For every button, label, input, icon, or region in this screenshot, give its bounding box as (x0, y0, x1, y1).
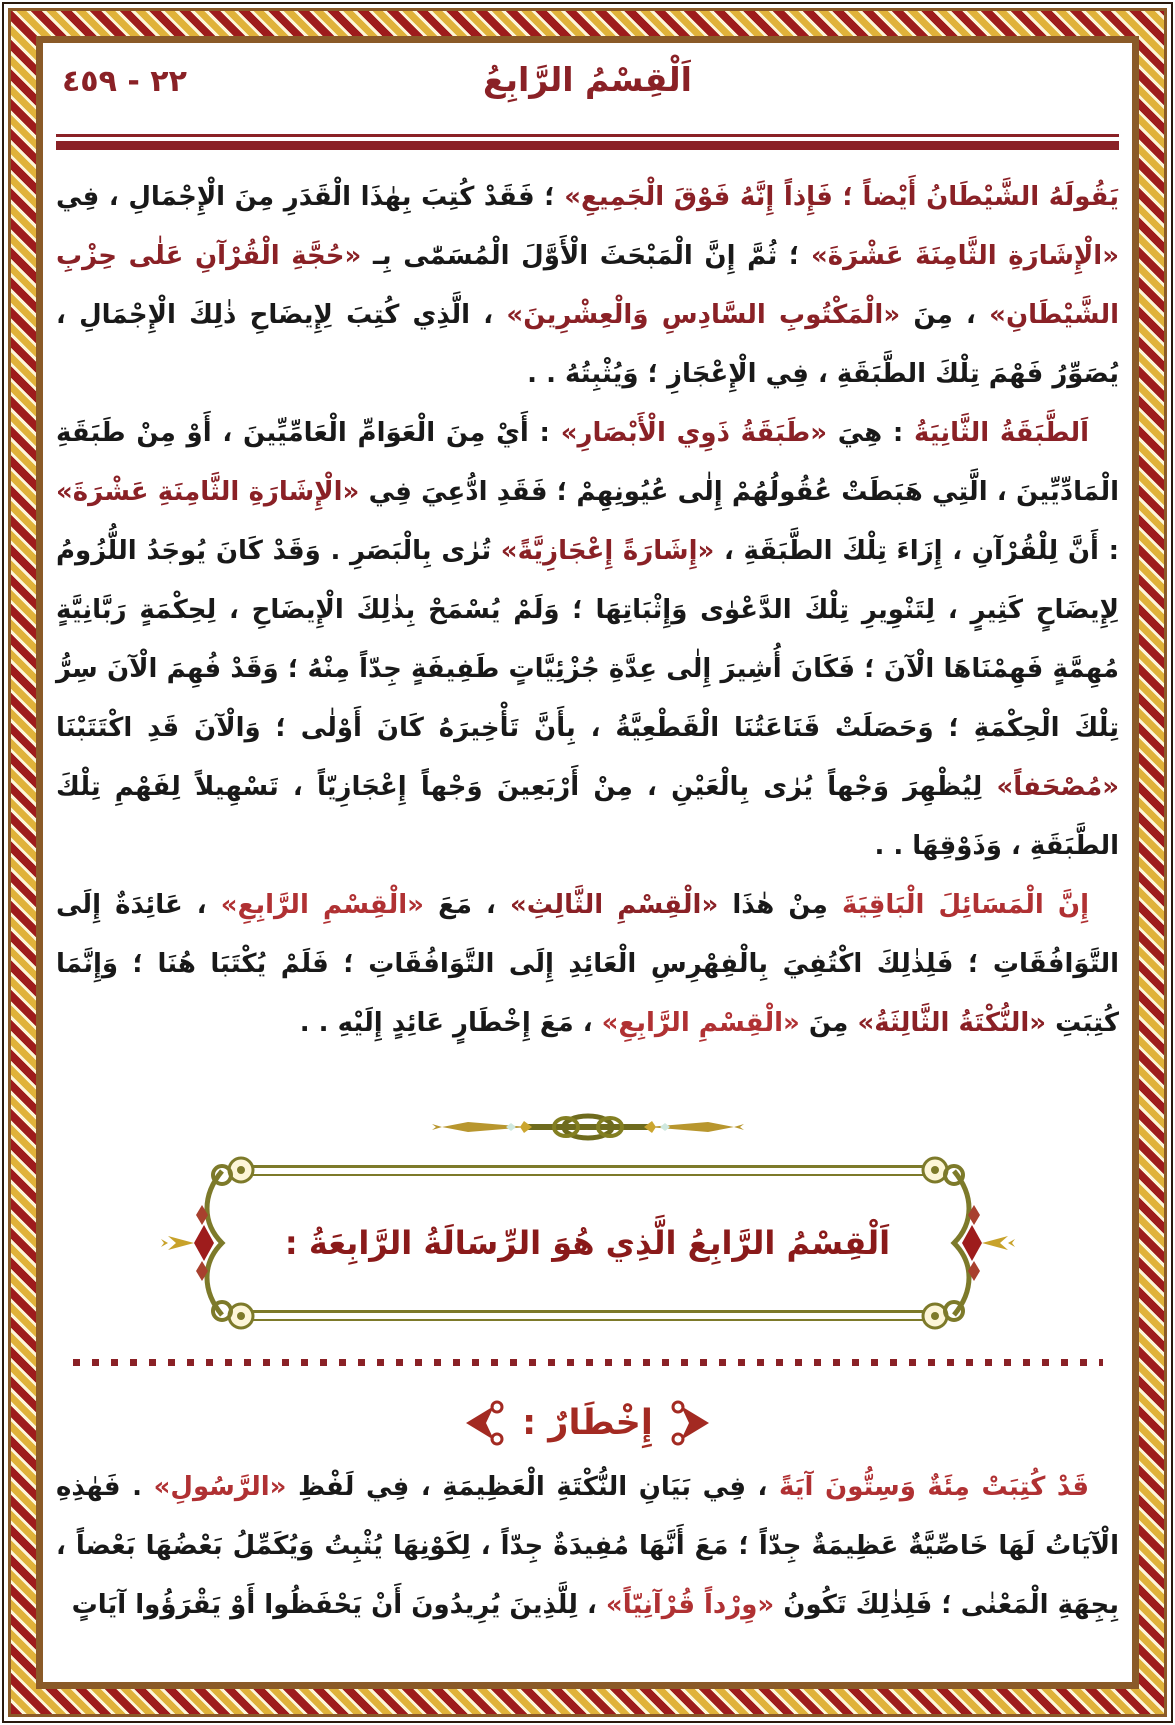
text-run-red: «الْقِسْمِ الرَّابِعِ» (601, 1008, 800, 1038)
text-run-maroon: اَلطَّبَقَةُ الثَّانِيَةُ (913, 418, 1089, 448)
text-run-maroon: «طَبَقَةُ ذَوِي الْأَبْصَارِ» (560, 418, 828, 448)
header-rule-thick (56, 141, 1119, 150)
page-content (56, 50, 1119, 1675)
page-number: ٢٢ - ٤٥٩ (62, 64, 187, 99)
text-run-maroon: «الْإِشَارَةِ الثَّامِنَةِ عَشْرَةَ» (56, 477, 360, 507)
text-run-maroon: «الْمَكْتُوبِ السَّادِسِ وَالْعِشْرِينَ» (506, 300, 901, 330)
text-run-black: ؛ ثُمَّ إِنَّ الْمَبْحَثَ الْأَوَّلَ الْمُسَمّٰى بِـ (361, 241, 811, 271)
header-rule-thin (56, 134, 1119, 137)
text-run-maroon: «الْإِشَارَةِ الثَّامِنَةَ عَشْرَةَ» (810, 241, 1119, 271)
text-run-black: : أَنَّ لِلْقُرْآنِ ، إِزَاءَ تِلْكَ الطَّبَقَةِ ، (714, 536, 1119, 566)
text-run-red: «الرَّسُولِ» (153, 1472, 287, 1502)
text-run-black: ، لِلَّذِينَ يُرِيدُونَ أَنْ يَحْفَظُوا أَوْ يَقْرَؤُوا آيَاتٍ (71, 1590, 606, 1620)
text-run-red: إِنَّ الْمَسَائِلَ الْبَاقِيَةَ (841, 890, 1089, 920)
text-run-black: ، فِي بَيَانِ النُّكْتَةِ الْعَظِيمَةِ ، فِي لَفْظِ (286, 1472, 779, 1502)
text-run-black: ، الَّذِي كُتِبَ لِإِيضَاحِ ذٰلِكَ الْإِجْمَالِ ، يُصَوِّرُ فَهْمَ تِلْكَ الطَّبَقَةِ ، فِي الْإِعْجَازِ ؛ وَيُثْبِتُهُ . . (56, 300, 1119, 389)
page-title: اَلْقِسْمُ الرَّابِعُ (483, 60, 692, 99)
text-run-black: ، مَعَ (423, 890, 510, 920)
text-run-maroon: «النُّكْتَةُ الثَّالِثَةُ» (857, 1008, 1047, 1038)
page-header (56, 50, 1119, 122)
text-run-maroon: يَقُولَهُ الشَّيْطَانُ أَيْضاً ؛ فَإِذاً إِنَّهُ فَوْقَ الْجَمِيعِ» (564, 182, 1119, 212)
body-text (56, 168, 1119, 1053)
text-run-black: تُرٰى بِالْبَصَرِ . وَقَدْ كَانَ يُوجَدُ اللُّزُومُ لِإِيضَاحٍ كَثِيرٍ ، لِتَنْوِيرِ تِلْكَ الدَّعْوٰى وَإِثْبَاتِهَا ؛ وَلَمْ يُسْمَحْ بِذٰلِكَ الْإِيضَاحِ ، لِحِكْمَةٍ رَبَّانِيَّةٍ مُهِمَّةٍ فَهِمْنَاهَا الْآنَ ؛ فَكَانَ أُشِيرَ إِلٰى عِدَّةِ جُزْئِيَّاتٍ طَفِيفَةٍ جِدّاً مِنْهُ ؛ وَقَدْ فُهِمَ الْآنَ سِرُّ تِلْكَ الْحِكْمَةِ ؛ وَحَصَلَتْ قَنَاعَتُنَا الْقَطْعِيَّةُ ، بِأَنَّ تَأْخِيرَهُ كَانَ أَوْلٰى ؛ وَالْآنَ قَدِ اكْتَتَبْنَا (56, 536, 1119, 743)
dotted-rule (73, 1359, 1103, 1366)
text-run-black: ، عَائِدَةٌ إِلَى التَّوَافُقَاتِ ؛ فَلِذٰلِكَ اكْتُفِيَ بِالْفِهْرِسِ الْعَائِدِ إِلَى التَّوَافُقَاتِ ؛ فَلَمْ يُكْتَبَا هُنَا ؛ وَإِنَّمَا كُتِبَتِ (56, 890, 1119, 1038)
paragraph (56, 404, 1119, 876)
paragraph (56, 876, 1119, 1053)
paragraph (56, 1458, 1119, 1635)
arabesque-divider-icon (428, 1111, 748, 1143)
notice-bracket-icon (462, 1400, 506, 1446)
header-rule (56, 134, 1119, 150)
section-title-frame (188, 1157, 988, 1329)
text-run-black: : أَيْ مِنَ الْعَوَامِّ الْعَامِّيِّينَ ، أَوْ مِنْ طَبَقَةِ الْمَادِّيِّينَ ، الَّتِي هَبَطَتْ عُقُولُهُمْ إِلٰى عُيُونِهِمْ ؛ فَقَدِ ادُّعِيَ فِي (56, 418, 1119, 507)
notice-bracket-icon (669, 1400, 713, 1446)
section-title: اَلْقِسْمُ الرَّابِعُ الَّذِي هُوَ الرِّسَالَةُ الرَّابِعَةُ : (284, 1224, 891, 1262)
text-run-maroon: «حُجَّةِ الْقُرْآنِ عَلٰى حِزْبِ الشَّيْطَانِ» (56, 241, 1119, 330)
notice-heading: إِخْطَارٌ : (522, 1403, 653, 1443)
text-run-black: . فَهٰذِهِ الْآيَاتُ لَهَا خَاصِّيَّةٌ عَظِيمَةٌ جِدّاً ؛ مَعَ أَنَّهَا مُفِيدَةٌ جِدّاً ، لِكَوْنِهَا يُثْبِتُ وَيُكَمِّلُ بَعْضُهَا بَعْضاً ، بِجِهَةِ الْمَعْنٰى ؛ فَلِذٰلِكَ تَكُونُ (56, 1472, 1119, 1620)
text-run-black: لِيُظْهِرَ وَجْهاً يُرٰى بِالْعَيْنِ ، مِنْ أَرْبَعِينَ وَجْهاً إِعْجَازِيّاً ، تَسْهِيلاً لِفَهْمِ تِلْكَ الطَّبَقَةِ ، وَذَوْقِهَا . . (56, 772, 1119, 861)
text-run-maroon: «إِشَارَةً إِعْجَازِيَّةً» (500, 536, 715, 566)
text-run-black: مِنْ هٰذَا (718, 890, 842, 920)
text-run-black: مِنَ (799, 1008, 858, 1038)
text-run-black: : هِيَ (827, 418, 914, 448)
notice-heading-row (56, 1400, 1119, 1446)
text-run-maroon: «مُصْحَفاً» (996, 772, 1119, 802)
text-run-black: ، مَعَ إِخْطَارٍ عَائِدٍ إِلَيْهِ . . (299, 1008, 602, 1038)
text-run-black: ؛ فَقَدْ كُتِبَ بِهٰذَا الْقَدَرِ مِنَ الْإِجْمَالِ ، فِي (56, 182, 565, 212)
text-run-black: ، مِنَ (900, 300, 990, 330)
text-run-red: «وِرْداً قُرْآنِيّاً» (605, 1590, 775, 1620)
text-run-maroon: «الْقِسْمِ الثَّالِثِ» (509, 890, 719, 920)
text-run-red: قَدْ كُتِبَتْ مِئَةٌ وَسِتُّونَ آيَةً (779, 1472, 1089, 1502)
notice-body-text (56, 1458, 1119, 1635)
paragraph (56, 168, 1119, 404)
text-run-red: «الْقِسْمِ الرَّابِعِ» (220, 890, 424, 920)
